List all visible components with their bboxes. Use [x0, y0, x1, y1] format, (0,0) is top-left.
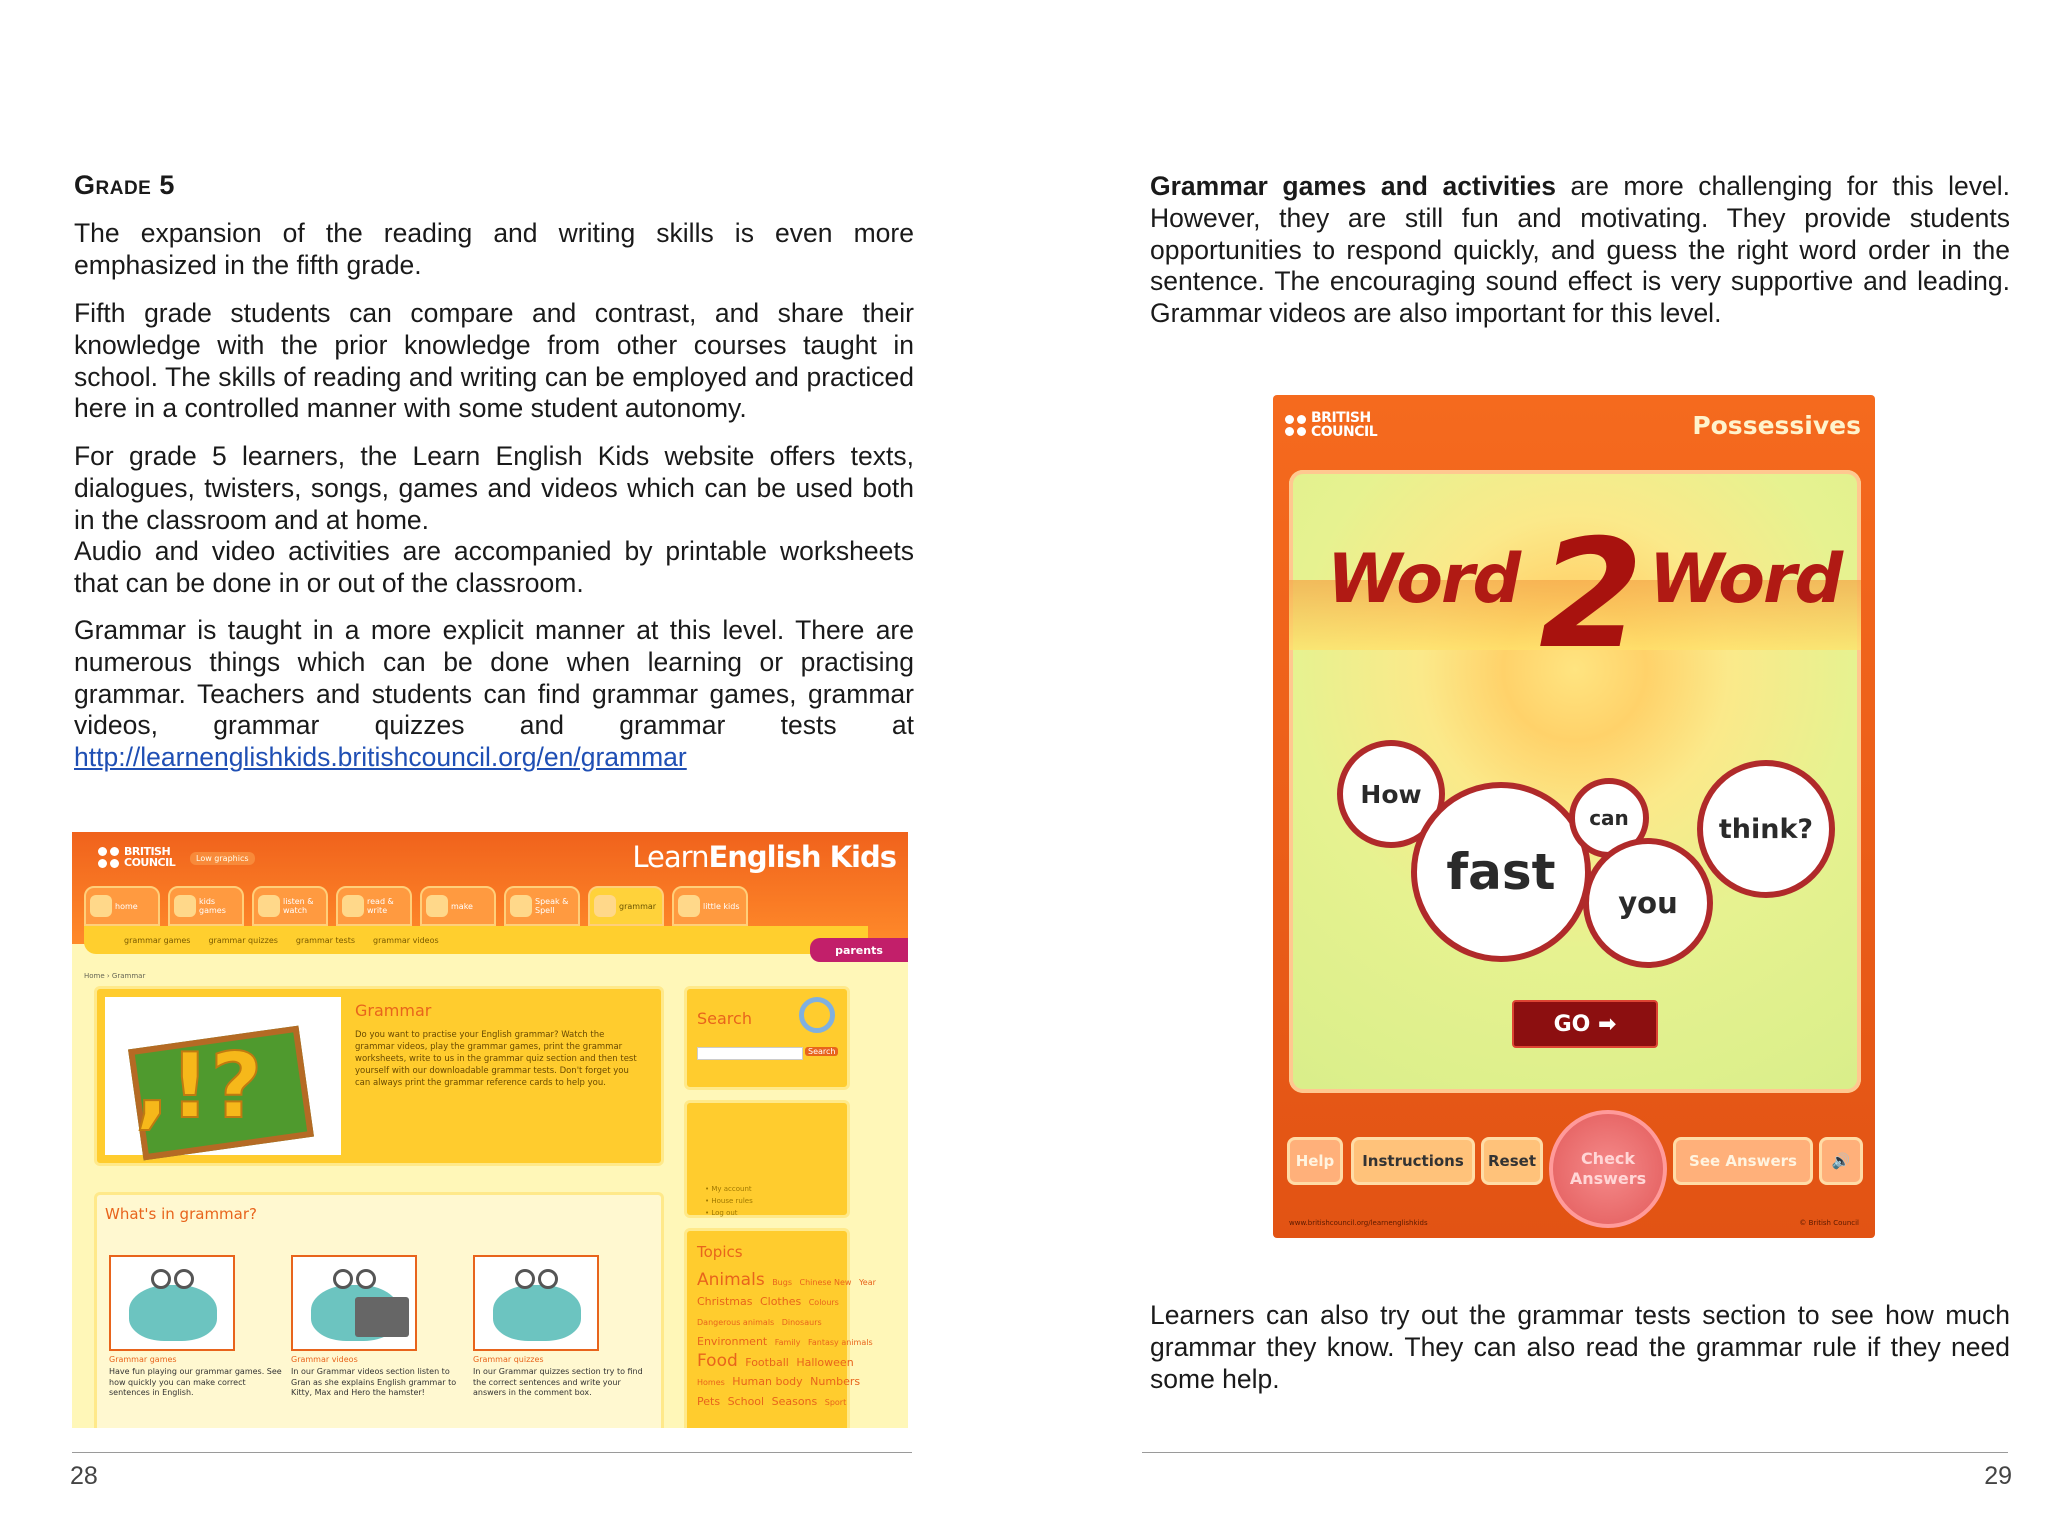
- topic-link[interactable]: Colours: [808, 1298, 839, 1307]
- grammar-intro-panel: [94, 986, 664, 1166]
- footer-rule: [72, 1452, 912, 1453]
- topic-link[interactable]: Bugs: [772, 1278, 792, 1287]
- search-title: Search: [697, 1009, 752, 1028]
- topics-title: Topics: [697, 1243, 743, 1261]
- parents-button[interactable]: parents: [810, 938, 908, 962]
- headphones-icon: [258, 895, 280, 917]
- house-rules-link[interactable]: • House rules: [705, 1197, 753, 1205]
- logo-numeral: 2: [1539, 508, 1644, 682]
- grammar-games-thumbnail[interactable]: [109, 1255, 235, 1351]
- paragraph-grammar-explicit: [74, 615, 914, 774]
- nav-tab-speak-spell[interactable]: Speak & Spell: [504, 886, 580, 926]
- go-button[interactable]: GO ➡: [1512, 1000, 1658, 1048]
- grammar-games-label[interactable]: Grammar games: [109, 1355, 177, 1364]
- grammar-games-text: Have fun playing our grammar games. See how quickly you can make correct sentences in English.: [109, 1367, 282, 1397]
- tv-icon: [355, 1297, 409, 1337]
- page-number-left: 28: [70, 1462, 98, 1490]
- monster-icon: [129, 1285, 217, 1341]
- word-bubble-how[interactable]: How: [1337, 740, 1445, 848]
- topic-link[interactable]: Seasons: [771, 1395, 818, 1408]
- search-button[interactable]: Search: [805, 1047, 838, 1056]
- topic-link[interactable]: Family: [774, 1338, 801, 1347]
- topic-link[interactable]: Environment: [697, 1335, 768, 1348]
- learnenglish-kids-brand: LearnEnglish Kids: [632, 840, 896, 874]
- grammar-title: Grammar: [355, 1001, 432, 1020]
- topic-link[interactable]: Halloween: [796, 1356, 854, 1369]
- nav-tab-little-kids[interactable]: little kids: [672, 886, 748, 926]
- topic-link[interactable]: Fantasy animals: [808, 1338, 873, 1347]
- grammar-link[interactable]: http://learnenglishkids.britishcouncil.org/en/grammar: [74, 742, 687, 773]
- word-bubble-think[interactable]: think?: [1697, 760, 1835, 898]
- topic-link[interactable]: Human body: [732, 1375, 803, 1388]
- paragraph-fifth-grade: Fifth grade students can compare and contrast, and share their knowledge with the prior knowledge from other courses taught in school. The skills of reading and writing can be employed and practiced here in a controlled manner with some student autonomy.: [74, 298, 914, 424]
- topic-link[interactable]: Christmas: [697, 1295, 753, 1308]
- breadcrumb[interactable]: Home › Grammar: [84, 972, 146, 980]
- game-footer-url: www.britishcouncil.org/learnenglishkids: [1289, 1219, 1428, 1227]
- punctuation-marks-icon: [105, 997, 341, 1155]
- topics-panel: [684, 1228, 876, 1428]
- bc-dots-icon: [98, 847, 119, 868]
- topic-link[interactable]: Chinese New: [799, 1278, 852, 1287]
- grammar-explicit-text: Grammar is taught in a more explicit manner at this level. There are numerous things which can be done when learning or practising grammar. Teachers and students can find grammar games, grammar videos, grammar quizzes and grammar tests at: [74, 615, 914, 741]
- site-nav: [84, 886, 748, 926]
- topic-link[interactable]: School: [727, 1395, 765, 1408]
- british-council-logo[interactable]: BRITISH COUNCIL: [98, 846, 175, 868]
- account-links: [705, 1183, 753, 1219]
- log-out-link[interactable]: • Log out: [705, 1209, 738, 1217]
- search-input[interactable]: [697, 1047, 803, 1060]
- word-bubble-can[interactable]: can: [1569, 778, 1649, 858]
- learnenglishkids-screenshot: [72, 832, 908, 1428]
- nav-tab-home[interactable]: home: [84, 886, 160, 926]
- grammar-videos-text: In our Grammar videos section listen to Gran as she explains English grammar to Kitty, Max and Hero the hamster!: [291, 1367, 457, 1397]
- house-icon: [90, 895, 112, 917]
- topic-link[interactable]: Year: [858, 1278, 876, 1287]
- monster-icon: [493, 1285, 581, 1341]
- subnav-grammar-tests[interactable]: grammar tests: [295, 935, 356, 945]
- grammar-quizzes-label[interactable]: Grammar quizzes: [473, 1355, 544, 1364]
- topic-link[interactable]: Dinosaurs: [781, 1318, 822, 1327]
- game-footer-copyright: © British Council: [1799, 1219, 1859, 1227]
- my-account-link[interactable]: • My account: [705, 1185, 752, 1193]
- grammar-description: Do you want to practise your English grammar? Watch the grammar videos, play the grammar games, print the grammar worksheets, write to us in the grammar quiz section and then test yourself with our downloadable grammar tests. Don't forget you can always print the grammar reference cards to help you.: [355, 1030, 637, 1088]
- word-bubble-you[interactable]: you: [1583, 838, 1713, 968]
- paragraph-website-offers: For grade 5 learners, the Learn English Kids website offers texts, dialogues, twisters, songs, games and videos which can be used both in the classroom and at home.: [74, 441, 914, 535]
- british-council-logo: BRITISH COUNCIL: [1285, 411, 1377, 439]
- grammar-quizzes-thumbnail[interactable]: [473, 1255, 599, 1351]
- abc-icon: [510, 895, 532, 917]
- paragraph-expansion: The expansion of the reading and writing skills is even more emphasized in the fifth grade.: [74, 218, 914, 280]
- grammar-punctuation-image: [105, 997, 341, 1155]
- nav-tab-kids-games[interactable]: kids games: [168, 886, 244, 926]
- topic-link[interactable]: Food: [697, 1351, 738, 1371]
- help-button[interactable]: Help: [1287, 1137, 1343, 1185]
- low-graphics-link[interactable]: Low graphics: [190, 852, 255, 865]
- topic-link[interactable]: Pets: [697, 1395, 721, 1408]
- nav-tab-make[interactable]: make: [420, 886, 496, 926]
- paragraph-grammar-games: [1150, 171, 2010, 330]
- whats-in-grammar-panel: [94, 1192, 664, 1428]
- topic-cloud: [697, 1271, 887, 1412]
- logo-word-right: Word: [1649, 540, 1842, 619]
- grammar-icon: [594, 895, 616, 917]
- svg-text:,!?: ,!?: [135, 1034, 263, 1139]
- page-number-right: 29: [1984, 1462, 2012, 1490]
- footer-rule: [1142, 1452, 2008, 1453]
- grammar-videos-label[interactable]: Grammar videos: [291, 1355, 358, 1364]
- gamepad-icon: [174, 895, 196, 917]
- game-title: Possessives: [1692, 411, 1861, 440]
- word-bubble-fast[interactable]: fast: [1411, 782, 1591, 962]
- subnav-grammar-games[interactable]: grammar games: [124, 935, 191, 945]
- game-screen: [1289, 470, 1861, 1093]
- word2word-screenshot: [1273, 395, 1875, 1238]
- grammar-games-rest: are more challenging for this level. However, they are still fun and motivating. They provide students opportunities to respond quickly, and guess the right word order in the sentence. The encouraging sound effect is very supportive and leading. Grammar videos are also important for this level.: [1150, 171, 2010, 329]
- logo-word-left: Word: [1327, 540, 1520, 619]
- nav-tab-grammar[interactable]: grammar: [588, 886, 664, 926]
- sub-nav: [84, 926, 868, 954]
- sound-icon[interactable]: 🔊: [1819, 1137, 1863, 1185]
- topic-link[interactable]: Animals: [697, 1270, 765, 1290]
- reset-button[interactable]: Reset: [1481, 1137, 1543, 1185]
- glue-icon: [426, 895, 448, 917]
- topic-link[interactable]: Homes: [697, 1378, 725, 1387]
- topic-link[interactable]: Football: [745, 1356, 789, 1369]
- nav-tab-read-write[interactable]: read & write: [336, 886, 412, 926]
- topic-link[interactable]: Numbers: [810, 1375, 861, 1388]
- grammar-videos-thumbnail[interactable]: [291, 1255, 417, 1351]
- topic-link[interactable]: Sport: [824, 1398, 847, 1407]
- search-panel: [684, 986, 850, 1090]
- grade-heading: Grade 5: [74, 170, 175, 200]
- bc-dots-icon: [1285, 415, 1306, 436]
- nav-tab-listen-watch[interactable]: listen & watch: [252, 886, 328, 926]
- book-icon: [342, 895, 364, 917]
- grammar-quizzes-text: In our Grammar quizzes section try to find the correct sentences and write your answers in the comment box.: [473, 1367, 643, 1397]
- see-answers-button[interactable]: See Answers: [1673, 1137, 1813, 1185]
- paragraph-grammar-tests: Learners can also try out the grammar tests section to see how much grammar they know. They can also read the grammar rule if they need some help.: [1150, 1300, 2010, 1394]
- whats-in-grammar-title: What's in grammar?: [105, 1205, 257, 1223]
- instructions-button[interactable]: Instructions: [1351, 1137, 1475, 1185]
- subnav-grammar-videos[interactable]: grammar videos: [373, 935, 439, 945]
- check-answers-button[interactable]: Check Answers: [1549, 1110, 1667, 1228]
- grammar-games-bold: Grammar games and activities: [1150, 171, 1556, 201]
- account-panel: [684, 1100, 850, 1218]
- topic-link[interactable]: Clothes: [759, 1295, 802, 1308]
- topic-link[interactable]: Dangerous animals: [697, 1318, 775, 1327]
- paragraph-audio-video: Audio and video activities are accompanied by printable worksheets that can be done in or out of the classroom.: [74, 536, 914, 598]
- magnifier-icon: [799, 997, 835, 1033]
- monster-icon: [678, 895, 700, 917]
- subnav-grammar-quizzes[interactable]: grammar quizzes: [208, 935, 278, 945]
